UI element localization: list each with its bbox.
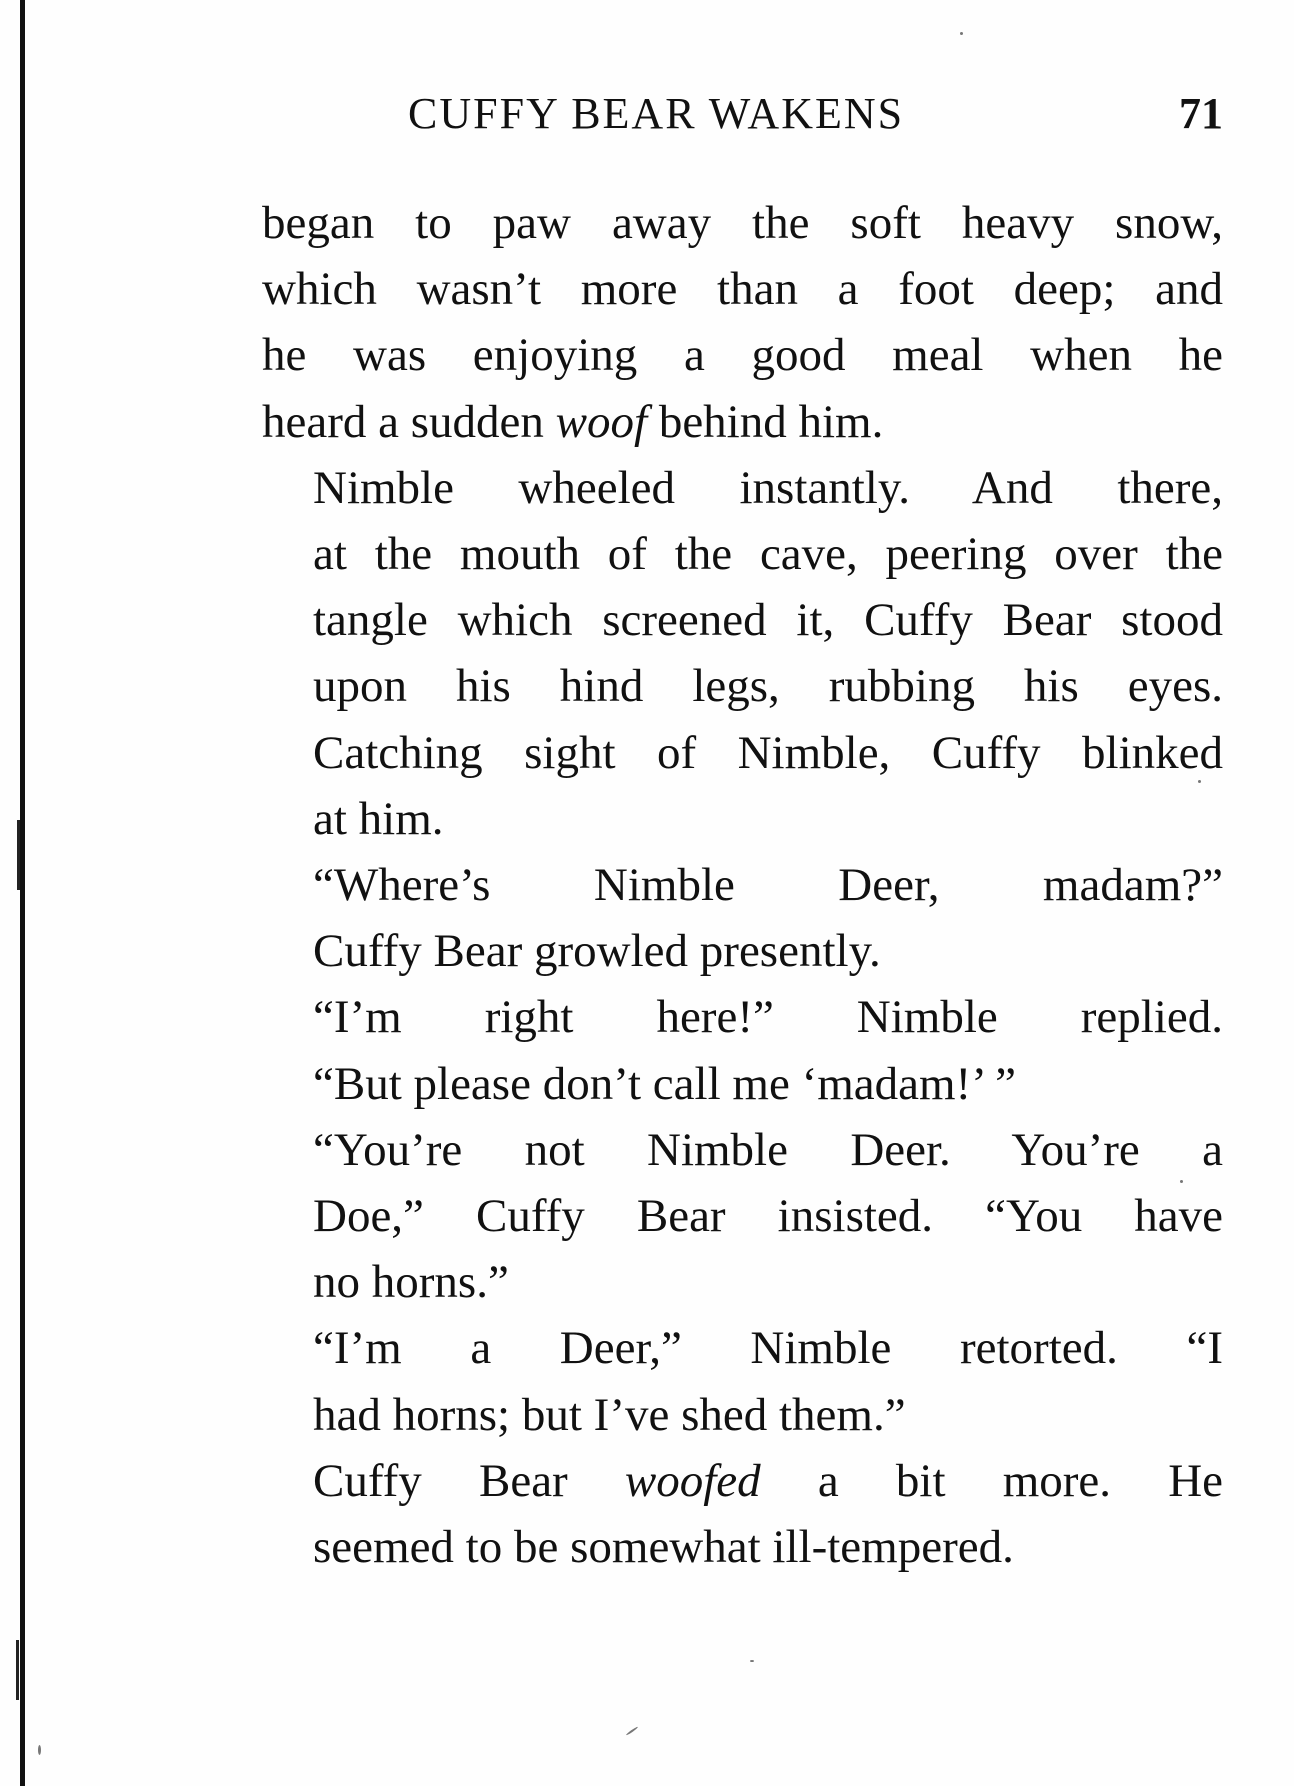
paper-speck [38,1745,41,1755]
text-line [262,256,1223,322]
paragraph [262,984,1223,1116]
text-line [262,1183,1223,1249]
italic-word: woofed [624,1454,761,1507]
text-run: he was enjoying a good meal when he [262,329,1223,382]
paragraph [262,1315,1223,1447]
text-run: “I’m a Deer,” Nimble retorted. “I [313,1322,1223,1375]
paper-speck [750,1660,754,1662]
text-run: at the mouth of the cave, peering over the [313,528,1223,581]
text-line [262,786,1223,852]
text-line [262,521,1223,587]
text-run: tangle which screened it, Cuffy Bear stood [313,594,1223,647]
text-line [262,455,1223,521]
text-run: Nimble wheeled instantly. And there, [313,461,1223,514]
paper-speck [626,1726,639,1736]
binding-edge [16,1640,19,1700]
text-run: Cuffy Bear [313,1454,625,1507]
text-line [262,653,1223,719]
text-line [262,587,1223,653]
text-line [262,852,1223,918]
text-line [262,1448,1223,1514]
text-line [262,1249,1223,1315]
text-run: “But please don’t call me ‘madam!’ ” [313,1057,1016,1110]
text-run: had horns; but I’ve shed them.” [313,1388,906,1441]
text-run: heard a sudden [262,395,556,448]
text-run: a bit more. He [760,1454,1223,1507]
paragraph [262,1117,1223,1316]
text-line [262,389,1223,455]
paragraph [262,852,1223,984]
paper-speck [960,32,963,35]
running-head: CUFFY BEAR WAKENS [408,89,905,138]
text-line [262,1315,1223,1381]
text-run: Doe,” Cuffy Bear insisted. “You have [313,1190,1223,1243]
text-line [262,1117,1223,1183]
page-header [408,88,1223,140]
text-line [262,1051,1223,1117]
text-run: at him. [313,792,444,845]
italic-word: woof [555,395,648,448]
text-line [262,1514,1223,1580]
text-run: Catching sight of Nimble, Cuffy blinked [313,726,1223,779]
text-line [262,1382,1223,1448]
text-line [262,190,1223,256]
body-text [262,190,1223,1580]
text-line [262,322,1223,388]
text-run: behind him. [647,395,884,448]
text-run: “You’re not Nimble Deer. You’re a [313,1123,1223,1176]
text-run: “Where’s Nimble Deer, madam?” [313,859,1223,912]
text-run: Cuffy Bear growled presently. [313,925,881,978]
text-run: which wasn’t more than a foot deep; and [262,263,1223,316]
text-run: no horns.” [313,1256,509,1309]
binding-edge [20,0,25,1786]
text-line [262,918,1223,984]
text-run: seemed to be somewhat ill-tempered. [313,1521,1014,1574]
page-number: 71 [1179,89,1223,138]
paragraph [262,1448,1223,1580]
text-run: upon his hind legs, rubbing his eyes. [313,660,1223,713]
binding-edge [17,820,20,890]
text-line [262,720,1223,786]
text-run: “I’m right here!” Nimble replied. [313,991,1223,1044]
paragraph [262,455,1223,852]
text-run: began to paw away the soft heavy snow, [262,197,1223,249]
text-line [262,984,1223,1050]
paragraph [262,190,1223,455]
